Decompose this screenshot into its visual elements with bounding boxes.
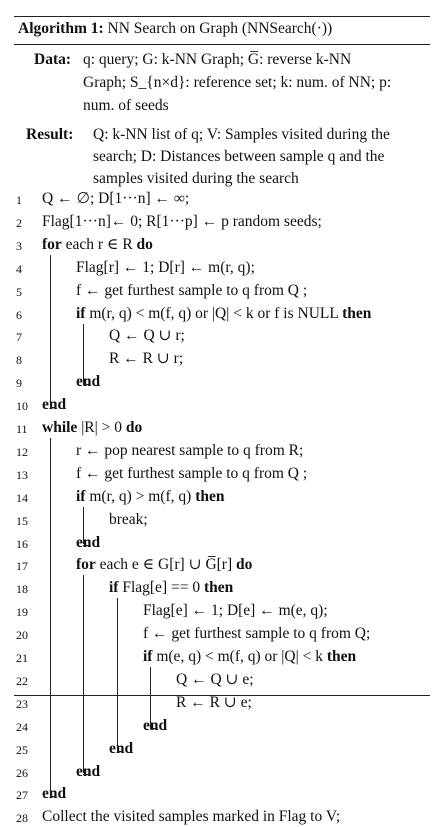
result-line: Q: k-NN list of q; V: Samples visited during the (93, 126, 390, 143)
line-number: 11 (16, 422, 28, 436)
block-guide-tick (50, 407, 56, 408)
code-text: Flag[1···n]← 0; R[1···p] ← p random seeds; (42, 212, 322, 230)
data-line: num. of seeds (83, 97, 169, 114)
line-number: 28 (16, 811, 28, 826)
code-text: f ← get furthest sample to q from Q ; (76, 281, 308, 299)
code-text: Flag[e] ← 1; D[e] ← m(e, q); (143, 602, 328, 620)
line-number: 3 (16, 238, 22, 253)
code-text: break; (109, 510, 148, 528)
code-text: end (76, 373, 101, 391)
line-number: 8 (16, 353, 22, 368)
code-text: end (76, 762, 101, 780)
block-guide-vertical (150, 667, 151, 728)
code-text: if Flag[e] == 0 then (109, 579, 234, 597)
code-text: end (76, 533, 101, 551)
code-text: if m(e, q) < m(f, q) or |Q| < k then (143, 648, 357, 665)
block-guide-tick (117, 751, 123, 752)
block-guide-tick (83, 774, 89, 775)
line-number: 9 (16, 376, 22, 391)
code-text: end (143, 716, 168, 734)
line-number: 26 (16, 765, 28, 780)
algorithm-box (14, 16, 430, 826)
top-rule (14, 16, 430, 17)
code-text: if m(r, q) > m(f, q) then (76, 487, 225, 505)
code-text: end (42, 785, 67, 803)
block-guide-vertical (117, 598, 118, 750)
line-number: 14 (16, 490, 28, 505)
block-guide-vertical (83, 507, 84, 545)
data-label: Data: (34, 51, 72, 68)
code-text: f ← get furthest sample to q from Q; (143, 625, 371, 643)
block-guide-vertical (50, 255, 51, 407)
code-text: while |R| > 0 do (42, 419, 143, 436)
line-number: 1 (16, 193, 22, 207)
block-guide-tick (150, 728, 156, 729)
line-number: 2 (16, 215, 22, 230)
bottom-rule (14, 695, 430, 696)
line-number: 15 (16, 513, 28, 528)
data-line: Graph; S_{n×d}: reference set; k: num. of NN; p: (83, 74, 392, 91)
code-text: for each e ∈ G[r] ∪ G̅[r] do (76, 556, 253, 574)
caption-rule (14, 44, 430, 45)
line-number: 19 (16, 605, 28, 620)
line-number: 4 (16, 261, 22, 276)
code-text: end (109, 739, 134, 757)
line-number: 27 (16, 788, 28, 803)
line-number: 5 (16, 284, 22, 299)
code-text: R ← R ∪ r; (109, 350, 184, 368)
line-number: 7 (16, 330, 22, 345)
line-number: 22 (16, 673, 28, 688)
result-line: samples visited during the search (93, 170, 299, 187)
algorithm-caption (18, 20, 332, 38)
result-line: search; D: Distances between sample q and the (93, 148, 385, 165)
line-number: 25 (16, 742, 28, 757)
line-number: 23 (16, 696, 28, 711)
code-text: Collect the visited samples marked in Flag to V; (42, 808, 341, 826)
block-guide-tick (83, 545, 89, 546)
code-text: r ← pop nearest sample to q from R; (76, 441, 304, 459)
line-number: 12 (16, 444, 28, 459)
line-number: 6 (16, 307, 22, 322)
code-text: for each r ∈ R do (42, 235, 153, 253)
algorithm-label: Algorithm 1: (18, 20, 104, 37)
block-guide-vertical (50, 438, 51, 796)
line-number: 10 (16, 399, 28, 414)
code-text: f ← get furthest sample to q from Q ; (76, 464, 308, 482)
code-text: if m(r, q) < m(f, q) or |Q| < k or f is NULL then (76, 304, 372, 322)
code-text: end (42, 396, 67, 414)
line-number: 18 (16, 582, 28, 597)
block-guide-vertical (83, 575, 84, 773)
code-text: Q ← Q ∪ e; (176, 670, 254, 688)
line-number: 20 (16, 628, 28, 643)
result-label: Result: (26, 126, 74, 143)
block-guide-tick (83, 384, 89, 385)
line-number: 17 (16, 559, 28, 574)
code-text: Flag[r] ← 1; D[r] ← m(r, q); (76, 258, 255, 276)
line-number: 13 (16, 467, 28, 482)
data-line: q: query; G: k-NN Graph; G̅: reverse k-NN (83, 51, 352, 68)
line-number: 24 (16, 719, 28, 734)
code-text: Q ← ∅; D[1···n] ← ∞; (42, 190, 190, 207)
code-text: Q ← Q ∪ r; (109, 327, 185, 345)
code-text: R ← R ∪ e; (176, 693, 252, 711)
line-number: 21 (16, 651, 28, 665)
line-number: 16 (16, 536, 28, 551)
algorithm-title: NN Search on Graph (NNSearch(·)) (107, 20, 333, 37)
block-guide-vertical (83, 324, 84, 385)
block-guide-tick (50, 796, 56, 797)
